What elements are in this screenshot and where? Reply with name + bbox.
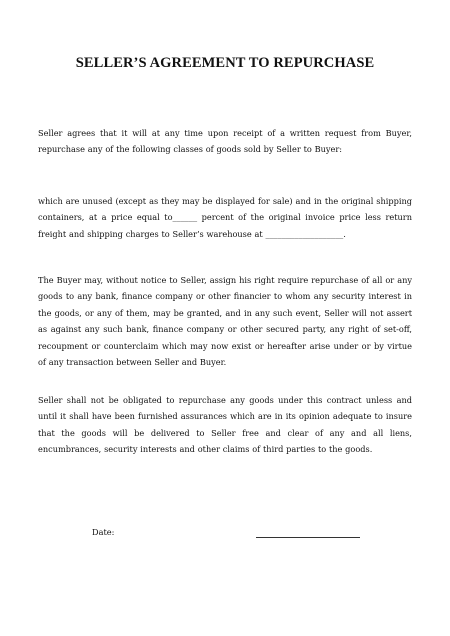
paragraph-price-terms: which are unused (except as they may be displayed for sale) and in the original shipping containers, at a price equal to______ percent of the original invoice price less return freight and shipping charges to Seller’s warehouse at ___________________. xyxy=(38,196,412,239)
document-title: SELLER’S AGREEMENT TO REPURCHASE xyxy=(75,55,375,71)
paragraph-repurchase-request: Seller agrees that it will at any time upon receipt of a written request from Buyer, repurchase any of the following classes of goods sold by Seller to Buyer: xyxy=(38,128,412,155)
paragraph-obligation: Seller shall not be obligated to repurchase any goods under this contract unless and until it shall have been furnished assurances which are in its opinion adequate to insure that the goods will be delivered to Seller free and clear of any and all liens, encumbrances, security interests and other claims of third parties to the goods. xyxy=(38,395,412,455)
signature-line xyxy=(256,537,360,538)
paragraph-assignment: The Buyer may, without notice to Seller, assign his right require repurchase of all or any goods to any bank, finance company or other financier to whom any security interest in the goods, or any of them, may be granted, and in any such event, Seller will not assert as against any such bank, finance company or other secured party, any right of set-off, recoupment or counterclaim which may now exist or hereafter arise under or by virtue of any transaction between Seller and Buyer. xyxy=(38,275,412,368)
date-label: Date: xyxy=(92,527,115,537)
